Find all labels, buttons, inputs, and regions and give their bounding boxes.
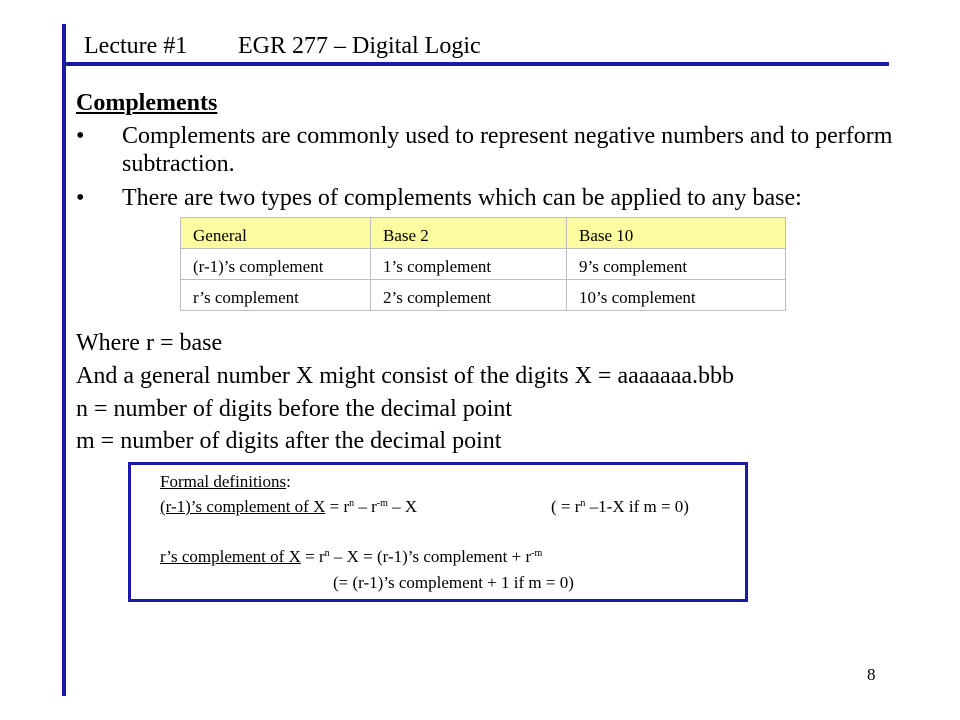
definition-mid: – X = (r-1)’s complement + r [329, 547, 532, 566]
course-title: EGR 277 – Digital Logic [238, 33, 481, 59]
n-definition-line: n = number of digits before the decimal point [76, 396, 513, 422]
table-cell: 1’s complement [371, 249, 567, 280]
definitions-heading [160, 472, 291, 492]
definition-note [551, 497, 689, 517]
bullet-text: Complements are commonly used to represent negative numbers and to perform subtraction. [122, 123, 893, 177]
table-cell: 9’s complement [567, 249, 786, 280]
definition-label: (r-1)’s complement of X [160, 497, 326, 516]
definition-note: (= (r-1)’s complement + 1 if m = 0) [333, 573, 574, 592]
definition-note-start: ( = r [551, 497, 581, 516]
table-header-cell: General [181, 218, 371, 249]
definition-end: – X [387, 497, 418, 516]
exponent: n [349, 498, 355, 509]
definition-label: r’s complement of X [160, 547, 301, 566]
exponent: n [324, 548, 330, 559]
lecture-label: Lecture #1 [84, 33, 188, 59]
bullet-text: There are two types of complements which can be applied to any base: [122, 185, 802, 211]
left-accent-bar [62, 24, 66, 696]
table-header-row [181, 218, 786, 249]
bullet-marker: • [76, 185, 85, 211]
definition-r-minus-1-complement [160, 497, 417, 517]
header-rule [62, 62, 889, 66]
exponent: -m [376, 498, 388, 509]
table-header-cell: Base 2 [371, 218, 567, 249]
definition-mid: – r [354, 497, 377, 516]
definitions-heading-colon: : [286, 472, 291, 491]
m-definition-line: m = number of digits after the decimal point [76, 428, 502, 454]
table-row [181, 249, 786, 280]
definitions-heading-text: Formal definitions [160, 472, 287, 491]
exponent: n [580, 498, 586, 509]
table-cell: (r-1)’s complement [181, 249, 371, 280]
table-header-cell: Base 10 [567, 218, 786, 249]
definition-note-end: –1-X if m = 0) [585, 497, 689, 516]
table-cell: 2’s complement [371, 280, 567, 311]
table-cell: 10’s complement [567, 280, 786, 311]
general-number-line: And a general number X might consist of the digits X = aaaaaaa.bbb [76, 363, 735, 389]
bullet-marker: • [76, 123, 85, 149]
table-cell: r’s complement [181, 280, 371, 311]
definition-eq: = r [325, 497, 350, 516]
complements-table [180, 217, 786, 311]
table-row [181, 280, 786, 311]
exponent: -m [531, 548, 543, 559]
definition-eq: = r [300, 547, 325, 566]
page-number: 8 [867, 665, 876, 684]
slide-title: Complements [76, 90, 218, 116]
definition-r-complement [160, 547, 542, 567]
base-definition-line: Where r = base [76, 330, 223, 356]
